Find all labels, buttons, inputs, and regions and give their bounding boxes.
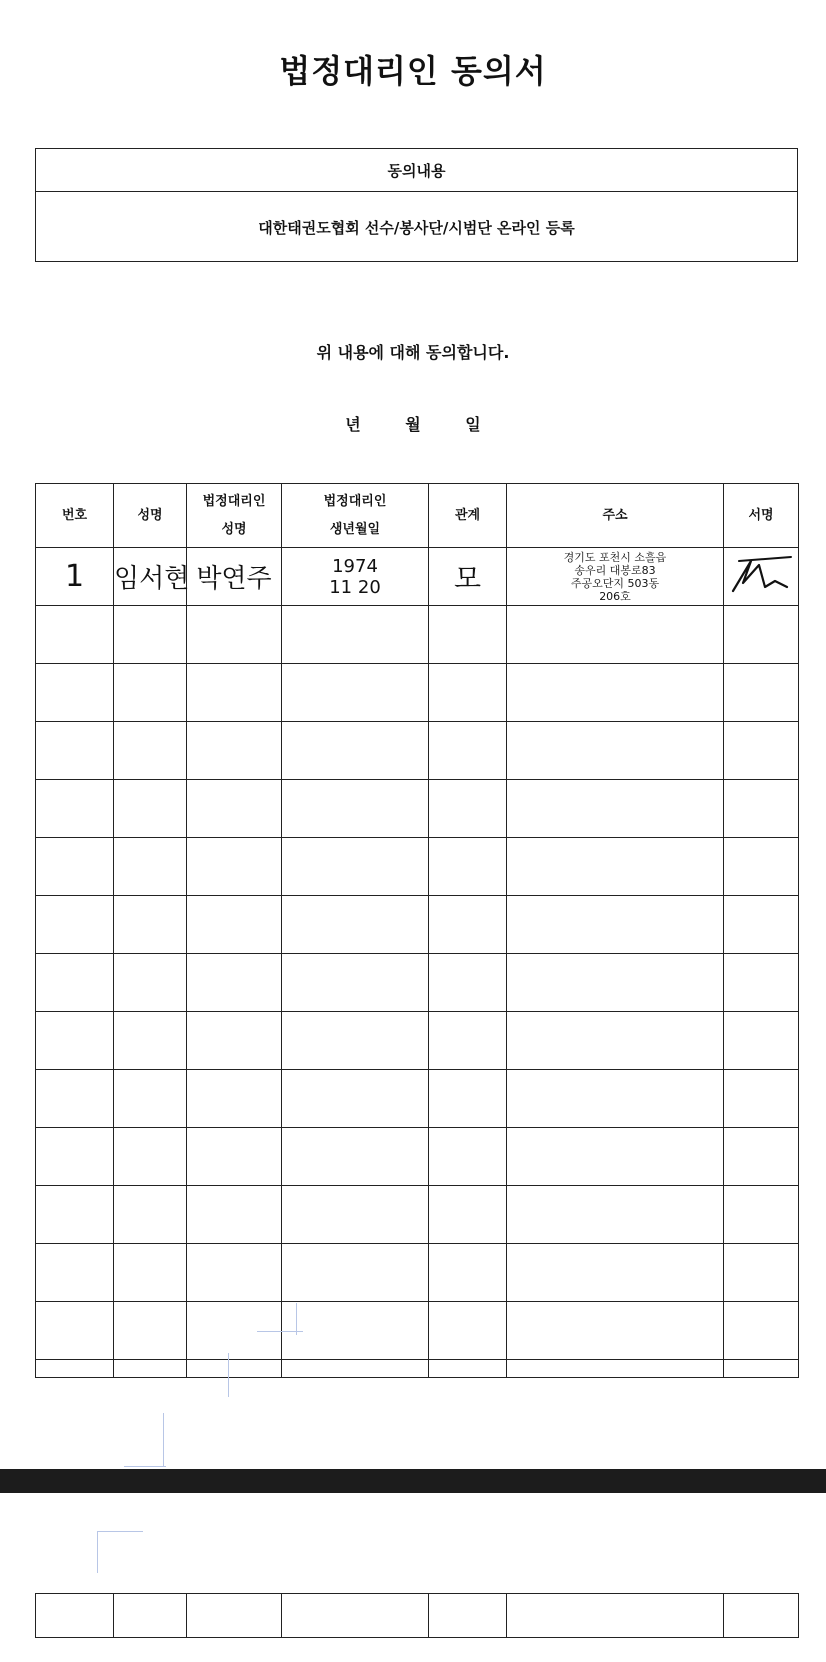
- table-cell: [187, 1244, 282, 1302]
- header-address: 주소: [507, 484, 724, 548]
- table-cell: [114, 780, 187, 838]
- table-cell: [36, 838, 114, 896]
- table-cell: [187, 1012, 282, 1070]
- table-cell: [36, 1070, 114, 1128]
- table-cell: [429, 1128, 507, 1186]
- table-cell: [114, 838, 187, 896]
- table-cell: [36, 1594, 114, 1638]
- table-cell: [429, 1012, 507, 1070]
- header-guardian-name-line2: 성명: [221, 521, 247, 537]
- black-bar: [0, 1469, 826, 1493]
- row-guardian-birth: [282, 548, 429, 606]
- guardian-table: [35, 483, 799, 1378]
- table-cell: [114, 1070, 187, 1128]
- footer-table: [35, 1593, 799, 1638]
- table-row: [36, 1594, 799, 1638]
- table-cell: [724, 606, 799, 664]
- table-row: [36, 606, 799, 664]
- table-cell: [429, 664, 507, 722]
- table-cell: [507, 664, 724, 722]
- table-cell: [114, 1360, 187, 1378]
- table-row: [36, 780, 799, 838]
- consent-box: [35, 148, 798, 262]
- faint-mark: [228, 1353, 229, 1397]
- table-cell: [282, 838, 429, 896]
- table-cell: [187, 606, 282, 664]
- table-cell: [429, 1360, 507, 1378]
- table-cell: [282, 1070, 429, 1128]
- row-relation: 모: [429, 548, 507, 606]
- header-guardian-birth: [282, 484, 429, 548]
- table-cell: [114, 1012, 187, 1070]
- table-row: [36, 1186, 799, 1244]
- faint-mark: [163, 1413, 164, 1467]
- table-cell: [429, 606, 507, 664]
- table-cell: [187, 1070, 282, 1128]
- table-cell: [187, 780, 282, 838]
- table-cell: [724, 664, 799, 722]
- table-cell: [282, 896, 429, 954]
- table-cell: [114, 1186, 187, 1244]
- table-cell: [282, 1360, 429, 1378]
- table-cell: [114, 896, 187, 954]
- year-label: 년: [345, 415, 361, 434]
- faint-mark: [97, 1531, 143, 1532]
- table-cell: [507, 1594, 724, 1638]
- table-cell: [36, 1012, 114, 1070]
- table-cell: [429, 1244, 507, 1302]
- consent-content: 대한태권도협회 선수/봉사단/시범단 온라인 등록: [258, 218, 575, 237]
- table-cell: [282, 1186, 429, 1244]
- table-cell: [724, 1244, 799, 1302]
- table-cell: [282, 954, 429, 1012]
- table-cell: [507, 722, 724, 780]
- table-cell: [187, 1186, 282, 1244]
- table-cell: [36, 722, 114, 780]
- table-row: [36, 1360, 799, 1378]
- table-cell: [36, 1360, 114, 1378]
- table-cell: [507, 1070, 724, 1128]
- table-cell: [724, 838, 799, 896]
- table-cell: [724, 1070, 799, 1128]
- table-cell: [724, 780, 799, 838]
- table-cell: [507, 838, 724, 896]
- table-cell: [187, 664, 282, 722]
- table-cell: [429, 1070, 507, 1128]
- month-label: 월: [405, 415, 421, 434]
- table-cell: [114, 1128, 187, 1186]
- row-address: [507, 548, 724, 606]
- table-cell: [724, 896, 799, 954]
- table-cell: [429, 838, 507, 896]
- table-cell: [429, 954, 507, 1012]
- row-number: 1: [36, 548, 114, 606]
- table-header-row: [36, 484, 799, 548]
- table-cell: [36, 664, 114, 722]
- header-guardian-birth-line1: 법정대리인: [323, 493, 387, 509]
- consent-header: 동의내용: [36, 149, 797, 192]
- table-cell: [724, 1012, 799, 1070]
- address-line: 206호: [599, 589, 631, 603]
- table-row: [36, 896, 799, 954]
- handwritten-signature-icon: [729, 553, 793, 597]
- address-line: 주공오단지 503동: [570, 576, 660, 590]
- table-cell: [114, 1594, 187, 1638]
- header-number: 번호: [36, 484, 114, 548]
- table-cell: [187, 722, 282, 780]
- table-cell: [36, 1128, 114, 1186]
- address-line: 경기도 포천시 소흘읍: [563, 550, 667, 564]
- table-row: [36, 1302, 799, 1360]
- table-cell: [507, 780, 724, 838]
- table-cell: [36, 1302, 114, 1360]
- address-line: 송우리 대봉로83: [574, 563, 656, 577]
- table-cell: [724, 954, 799, 1012]
- table-row: [36, 548, 799, 606]
- table-cell: [507, 954, 724, 1012]
- table-cell: [429, 1186, 507, 1244]
- table-cell: [507, 1360, 724, 1378]
- row-guardian-name: 박연주: [187, 548, 282, 606]
- birth-date: 11 20: [329, 576, 381, 598]
- table-row: [36, 1244, 799, 1302]
- faint-mark: [296, 1303, 297, 1335]
- table-cell: [36, 780, 114, 838]
- table-cell: [724, 1186, 799, 1244]
- table-row: [36, 838, 799, 896]
- header-signature: 서명: [724, 484, 799, 548]
- table-cell: [282, 722, 429, 780]
- table-cell: [187, 1594, 282, 1638]
- table-cell: [429, 1302, 507, 1360]
- header-guardian-name: [187, 484, 282, 548]
- table-cell: [187, 954, 282, 1012]
- table-cell: [114, 1302, 187, 1360]
- table-cell: [114, 722, 187, 780]
- birth-year: 1974: [332, 555, 378, 577]
- row-signature: [724, 548, 799, 606]
- table-cell: [187, 1360, 282, 1378]
- table-cell: [507, 1012, 724, 1070]
- table-row: [36, 722, 799, 780]
- table-cell: [724, 1594, 799, 1638]
- table-cell: [724, 722, 799, 780]
- table-cell: [36, 1186, 114, 1244]
- faint-mark: [124, 1466, 166, 1467]
- table-cell: [724, 1360, 799, 1378]
- table-cell: [114, 664, 187, 722]
- header-guardian-name-line1: 법정대리인: [202, 493, 266, 509]
- day-label: 일: [465, 415, 481, 434]
- table-cell: [36, 606, 114, 664]
- table-cell: [507, 1186, 724, 1244]
- table-cell: [282, 1128, 429, 1186]
- table-cell: [724, 1302, 799, 1360]
- table-cell: [282, 606, 429, 664]
- faint-mark: [97, 1531, 98, 1573]
- table-cell: [114, 1244, 187, 1302]
- table-cell: [36, 1244, 114, 1302]
- table-cell: [282, 664, 429, 722]
- table-cell: [114, 606, 187, 664]
- table-cell: [282, 1302, 429, 1360]
- table-cell: [724, 1128, 799, 1186]
- header-guardian-birth-line2: 생년월일: [329, 521, 381, 537]
- table-row: [36, 664, 799, 722]
- table-cell: [36, 954, 114, 1012]
- document-title: 법정대리인 동의서: [279, 52, 547, 90]
- table-row: [36, 954, 799, 1012]
- row-name: 임서현: [114, 548, 187, 606]
- table-cell: [429, 896, 507, 954]
- header-relation: 관계: [429, 484, 507, 548]
- table-cell: [36, 896, 114, 954]
- agree-statement: 위 내용에 대해 동의합니다.: [316, 343, 510, 362]
- table-row: [36, 1070, 799, 1128]
- date-line: [0, 412, 826, 435]
- table-cell: [507, 1244, 724, 1302]
- table-cell: [282, 1244, 429, 1302]
- table-cell: [282, 1012, 429, 1070]
- table-row: [36, 1012, 799, 1070]
- table-cell: [114, 954, 187, 1012]
- table-row: [36, 1128, 799, 1186]
- header-name: 성명: [114, 484, 187, 548]
- table-cell: [187, 838, 282, 896]
- table-cell: [187, 896, 282, 954]
- table-cell: [507, 606, 724, 664]
- table-cell: [507, 896, 724, 954]
- table-cell: [282, 1594, 429, 1638]
- table-cell: [282, 780, 429, 838]
- table-cell: [507, 1128, 724, 1186]
- table-cell: [187, 1128, 282, 1186]
- table-cell: [429, 722, 507, 780]
- table-cell: [429, 780, 507, 838]
- table-cell: [429, 1594, 507, 1638]
- empty-rows: [36, 606, 799, 1378]
- table-cell: [507, 1302, 724, 1360]
